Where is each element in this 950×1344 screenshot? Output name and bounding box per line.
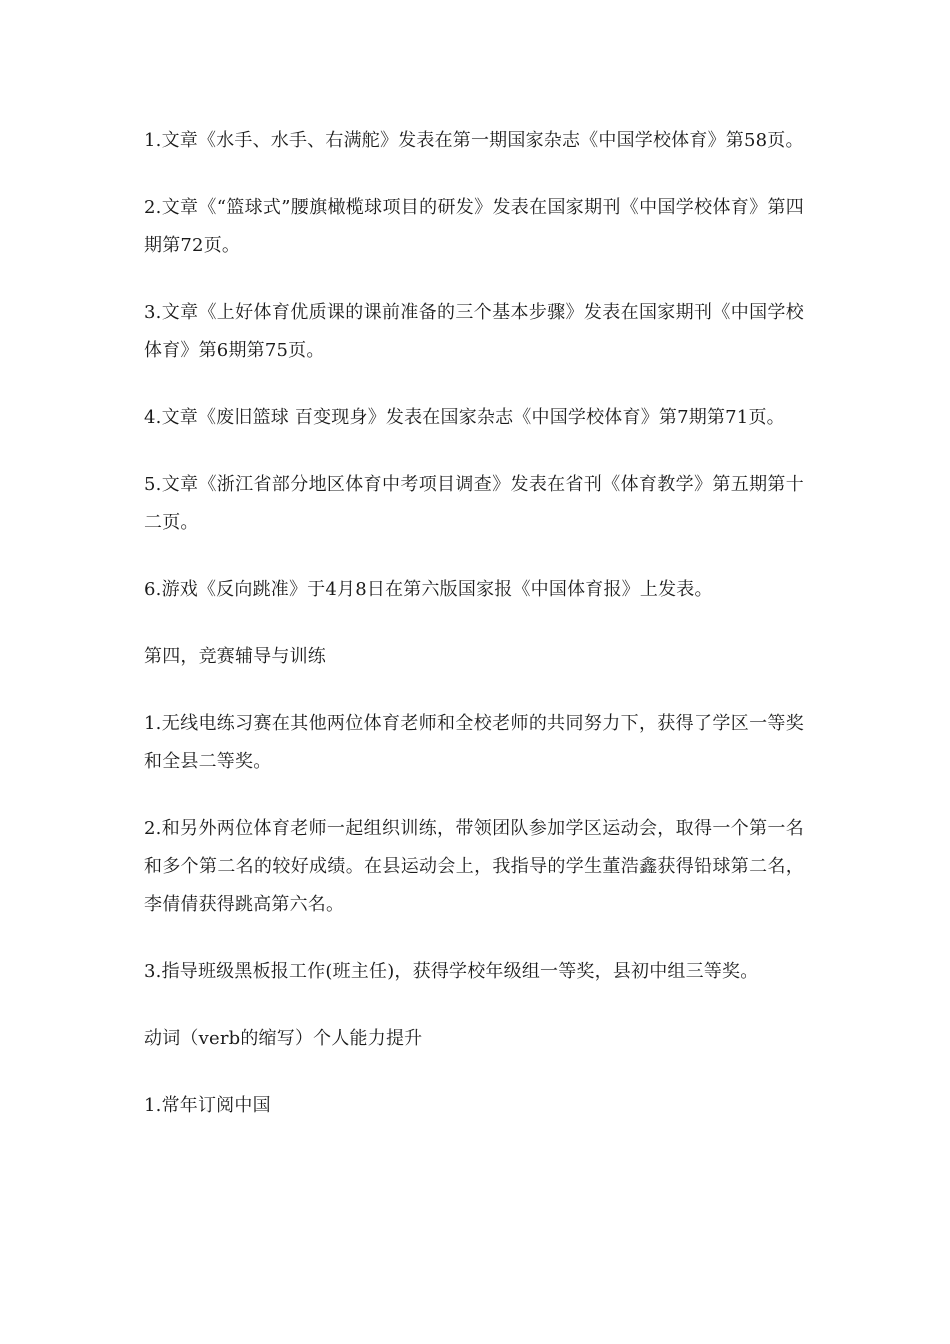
paragraph-article-2: 2.文章《“篮球式”腰旗橄榄球项目的研发》发表在国家期刊《中国学校体育》第四期第72页。 [144,197,804,256]
paragraph-article-1: 1.文章《水手、水手、右满舵》发表在第一期国家杂志《中国学校体育》第58页。 [144,130,804,151]
section-heading-ability: 动词（verb的缩写）个人能力提升 [144,1028,423,1049]
paragraph-article-5: 5.文章《浙江省部分地区体育中考项目调查》发表在省刊《体育教学》第五期第十二页。 [144,474,804,533]
paragraph-article-3: 3.文章《上好体育优质课的课前准备的三个基本步骤》发表在国家期刊《中国学校体育》第6期第75页。 [144,302,804,361]
paragraph-ability-1: 1.常年订阅中国 [144,1095,271,1116]
document-body [144,122,804,1154]
paragraph-competition-1: 1.无线电练习赛在其他两位体育老师和全校老师的共同努力下，获得了学区一等奖和全县二等奖。 [144,713,804,772]
section-heading-competition: 第四，竞赛辅导与训练 [144,646,326,667]
paragraph-article-4: 4.文章《废旧篮球 百变现身》发表在国家杂志《中国学校体育》第7期第71页。 [144,407,785,428]
paragraph-competition-2: 2.和另外两位体育老师一起组织训练，带领团队参加学区运动会，取得一个第一名和多个第二名的较好成绩。在县运动会上，我指导的学生董浩鑫获得铅球第二名，李倩倩获得跳高第六名。 [144,818,804,915]
paragraph-competition-3: 3.指导班级黑板报工作(班主任)，获得学校年级组一等奖，县初中组三等奖。 [144,961,759,982]
paragraph-game-6: 6.游戏《反向跳准》于4月8日在第六版国家报《中国体育报》上发表。 [144,579,713,600]
